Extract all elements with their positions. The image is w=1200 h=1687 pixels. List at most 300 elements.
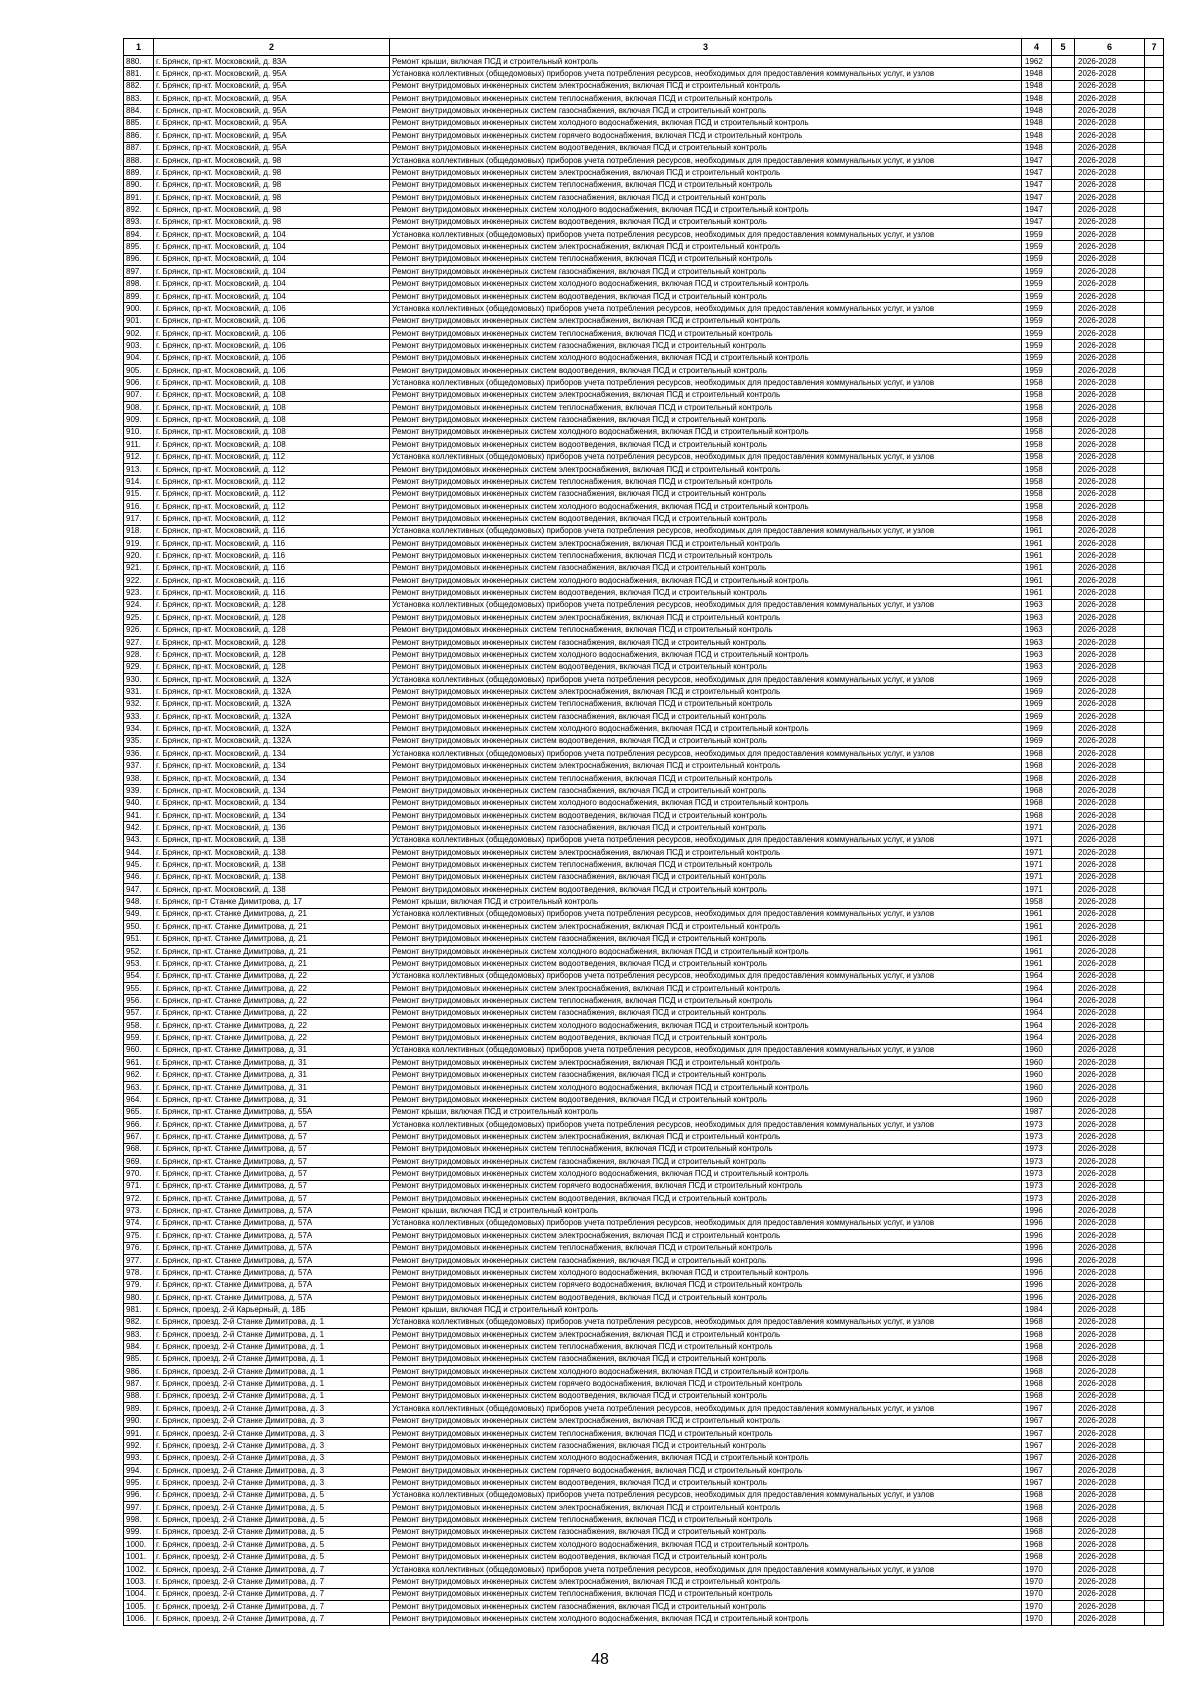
table-row [124, 204, 1164, 216]
cell-col-7 [1145, 216, 1164, 228]
cell-build-year: 1967 [1022, 1440, 1052, 1452]
header-cell-2: 2 [154, 39, 390, 56]
cell-period: 2026-2028 [1075, 1588, 1145, 1600]
cell-work-type: Ремонт внутридомовых инженерных систем газоснабжения, включая ПСД и строительный контроль [390, 1155, 1022, 1167]
cell-work-type: Установка коллективных (общедомовых) приборов учета потребления ресурсов, необходимых для предоставления коммунальных услуг, и узлов [390, 1316, 1022, 1328]
cell-row-number: 914. [124, 476, 154, 488]
cell-row-number: 973. [124, 1205, 154, 1217]
cell-address: г. Брянск, проезд. 2-й Станке Димитрова, д. 5 [154, 1526, 390, 1538]
cell-row-number: 933. [124, 711, 154, 723]
cell-address: г. Брянск, пр-кт. Станке Димитрова, д. 57 [154, 1168, 390, 1180]
cell-period: 2026-2028 [1075, 1415, 1145, 1427]
table-row [124, 1576, 1164, 1588]
cell-col-7 [1145, 68, 1164, 80]
cell-build-year: 1959 [1022, 290, 1052, 302]
cell-build-year: 1971 [1022, 847, 1052, 859]
cell-col-7 [1145, 1403, 1164, 1415]
cell-col-5 [1052, 1032, 1075, 1044]
cell-address: г. Брянск, пр-т Станке Димитрова, д. 17 [154, 896, 390, 908]
cell-build-year: 1963 [1022, 599, 1052, 611]
cell-address: г. Брянск, проезд. 2-й Станке Димитрова, д. 7 [154, 1563, 390, 1575]
cell-col-7 [1145, 624, 1164, 636]
table-row [124, 253, 1164, 265]
cell-col-5 [1052, 1069, 1075, 1081]
cell-work-type: Ремонт крыши, включая ПСД и строительный контроль [390, 56, 1022, 68]
cell-build-year: 1947 [1022, 204, 1052, 216]
cell-row-number: 1002. [124, 1563, 154, 1575]
cell-work-type: Ремонт внутридомовых инженерных систем теплоснабжения, включая ПСД и строительный контроль [390, 624, 1022, 636]
table-row [124, 1168, 1164, 1180]
table-row [124, 352, 1164, 364]
cell-build-year: 1958 [1022, 426, 1052, 438]
cell-work-type: Установка коллективных (общедомовых) приборов учета потребления ресурсов, необходимых для предоставления коммунальных услуг, и узлов [390, 377, 1022, 389]
cell-address: г. Брянск, пр-кт. Московский, д. 108 [154, 389, 390, 401]
table-row [124, 624, 1164, 636]
table-row [124, 241, 1164, 253]
cell-row-number: 931. [124, 686, 154, 698]
cell-build-year: 1967 [1022, 1415, 1052, 1427]
cell-address: г. Брянск, пр-кт. Станке Димитрова, д. 21 [154, 958, 390, 970]
cell-work-type: Установка коллективных (общедомовых) приборов учета потребления ресурсов, необходимых для предоставления коммунальных услуг, и узлов [390, 748, 1022, 760]
cell-build-year: 1971 [1022, 871, 1052, 883]
cell-work-type: Ремонт внутридомовых инженерных систем теплоснабжения, включая ПСД и строительный контроль [390, 1143, 1022, 1155]
cell-address: г. Брянск, пр-кт. Московский, д. 112 [154, 463, 390, 475]
cell-col-5 [1052, 686, 1075, 698]
cell-col-7 [1145, 1366, 1164, 1378]
cell-col-7 [1145, 303, 1164, 315]
cell-period: 2026-2028 [1075, 266, 1145, 278]
table-row [124, 1155, 1164, 1167]
cell-work-type: Ремонт внутридомовых инженерных систем электроснабжения, включая ПСД и строительный контроль [390, 921, 1022, 933]
cell-row-number: 898. [124, 278, 154, 290]
cell-row-number: 896. [124, 253, 154, 265]
cell-period: 2026-2028 [1075, 389, 1145, 401]
cell-col-7 [1145, 1081, 1164, 1093]
cell-work-type: Ремонт внутридомовых инженерных систем горячего водоснабжения, включая ПСД и строительный контроль [390, 1464, 1022, 1476]
cell-period: 2026-2028 [1075, 1366, 1145, 1378]
cell-period: 2026-2028 [1075, 1106, 1145, 1118]
table-row [124, 575, 1164, 587]
cell-col-5 [1052, 1539, 1075, 1551]
table-row [124, 513, 1164, 525]
table-row [124, 1106, 1164, 1118]
cell-row-number: 944. [124, 847, 154, 859]
cell-address: г. Брянск, пр-кт. Московский, д. 95А [154, 130, 390, 142]
cell-work-type: Ремонт крыши, включая ПСД и строительный контроль [390, 1106, 1022, 1118]
cell-row-number: 977. [124, 1254, 154, 1266]
table-row [124, 266, 1164, 278]
cell-period: 2026-2028 [1075, 686, 1145, 698]
table-row [124, 414, 1164, 426]
cell-period: 2026-2028 [1075, 834, 1145, 846]
table-row [124, 340, 1164, 352]
cell-col-7 [1145, 1193, 1164, 1205]
cell-row-number: 900. [124, 303, 154, 315]
cell-address: г. Брянск, пр-кт. Станке Димитрова, д. 22 [154, 1032, 390, 1044]
table-row [124, 167, 1164, 179]
cell-row-number: 886. [124, 130, 154, 142]
cell-build-year: 1971 [1022, 884, 1052, 896]
cell-build-year: 1961 [1022, 575, 1052, 587]
cell-work-type: Установка коллективных (общедомовых) приборов учета потребления ресурсов, необходимых для предоставления коммунальных услуг, и узлов [390, 229, 1022, 241]
cell-row-number: 925. [124, 612, 154, 624]
cell-address: г. Брянск, пр-кт. Станке Димитрова, д. 21 [154, 908, 390, 920]
cell-period: 2026-2028 [1075, 797, 1145, 809]
cell-col-5 [1052, 1613, 1075, 1625]
cell-col-5 [1052, 1267, 1075, 1279]
cell-row-number: 884. [124, 105, 154, 117]
table-row [124, 1526, 1164, 1538]
table-row [124, 426, 1164, 438]
cell-address: г. Брянск, пр-кт. Станке Димитрова, д. 57А [154, 1254, 390, 1266]
cell-build-year: 1947 [1022, 191, 1052, 203]
cell-col-7 [1145, 451, 1164, 463]
cell-address: г. Брянск, пр-кт. Станке Димитрова, д. 31 [154, 1057, 390, 1069]
cell-work-type: Ремонт внутридомовых инженерных систем водоотведения, включая ПСД и строительный контроль [390, 587, 1022, 599]
cell-build-year: 1948 [1022, 142, 1052, 154]
table-row [124, 303, 1164, 315]
cell-period: 2026-2028 [1075, 56, 1145, 68]
cell-work-type: Ремонт внутридомовых инженерных систем газоснабжения, включая ПСД и строительный контроль [390, 1353, 1022, 1365]
cell-address: г. Брянск, проезд. 2-й Станке Димитрова, д. 3 [154, 1415, 390, 1427]
cell-col-5 [1052, 340, 1075, 352]
cell-period: 2026-2028 [1075, 105, 1145, 117]
cell-work-type: Ремонт внутридомовых инженерных систем водоотведения, включая ПСД и строительный контроль [390, 661, 1022, 673]
cell-work-type: Ремонт внутридомовых инженерных систем водоотведения, включая ПСД и строительный контроль [390, 1032, 1022, 1044]
cell-address: г. Брянск, пр-кт. Московский, д. 138 [154, 834, 390, 846]
cell-col-7 [1145, 834, 1164, 846]
cell-col-5 [1052, 1217, 1075, 1229]
table-row [124, 945, 1164, 957]
cell-build-year: 1968 [1022, 1341, 1052, 1353]
cell-period: 2026-2028 [1075, 772, 1145, 784]
cell-row-number: 894. [124, 229, 154, 241]
cell-build-year: 1968 [1022, 760, 1052, 772]
cell-build-year: 1961 [1022, 587, 1052, 599]
cell-period: 2026-2028 [1075, 822, 1145, 834]
cell-work-type: Ремонт внутридомовых инженерных систем холодного водоснабжения, включая ПСД и строительный контроль [390, 1267, 1022, 1279]
cell-col-7 [1145, 1353, 1164, 1365]
cell-period: 2026-2028 [1075, 1143, 1145, 1155]
cell-build-year: 1960 [1022, 1081, 1052, 1093]
cell-address: г. Брянск, пр-кт. Московский, д. 108 [154, 414, 390, 426]
cell-row-number: 923. [124, 587, 154, 599]
cell-period: 2026-2028 [1075, 1329, 1145, 1341]
table-row [124, 636, 1164, 648]
cell-col-5 [1052, 1044, 1075, 1056]
cell-row-number: 975. [124, 1230, 154, 1242]
cell-address: г. Брянск, пр-кт. Московский, д. 98 [154, 191, 390, 203]
header-cell-4: 4 [1022, 39, 1052, 56]
cell-address: г. Брянск, пр-кт. Московский, д. 132А [154, 711, 390, 723]
cell-col-7 [1145, 1390, 1164, 1402]
cell-period: 2026-2028 [1075, 884, 1145, 896]
cell-col-7 [1145, 315, 1164, 327]
cell-work-type: Ремонт внутридомовых инженерных систем электроснабжения, включая ПСД и строительный контроль [390, 1576, 1022, 1588]
cell-work-type: Ремонт внутридомовых инженерных систем водоотведения, включая ПСД и строительный контроль [390, 439, 1022, 451]
cell-period: 2026-2028 [1075, 587, 1145, 599]
cell-period: 2026-2028 [1075, 68, 1145, 80]
cell-col-5 [1052, 797, 1075, 809]
cell-period: 2026-2028 [1075, 871, 1145, 883]
cell-col-5 [1052, 1094, 1075, 1106]
cell-address: г. Брянск, пр-кт. Московский, д. 134 [154, 785, 390, 797]
cell-period: 2026-2028 [1075, 711, 1145, 723]
cell-address: г. Брянск, пр-кт. Московский, д. 134 [154, 760, 390, 772]
cell-col-7 [1145, 179, 1164, 191]
cell-col-5 [1052, 229, 1075, 241]
cell-col-5 [1052, 624, 1075, 636]
cell-col-7 [1145, 105, 1164, 117]
cell-period: 2026-2028 [1075, 191, 1145, 203]
cell-work-type: Ремонт внутридомовых инженерных систем газоснабжения, включая ПСД и строительный контроль [390, 1440, 1022, 1452]
cell-period: 2026-2028 [1075, 1242, 1145, 1254]
cell-col-5 [1052, 278, 1075, 290]
cell-col-7 [1145, 1464, 1164, 1476]
table-row [124, 1131, 1164, 1143]
cell-build-year: 1958 [1022, 513, 1052, 525]
table-row [124, 130, 1164, 142]
cell-col-5 [1052, 871, 1075, 883]
table-row [124, 599, 1164, 611]
cell-address: г. Брянск, пр-кт. Московский, д. 138 [154, 871, 390, 883]
cell-col-5 [1052, 562, 1075, 574]
table-row [124, 995, 1164, 1007]
cell-col-5 [1052, 513, 1075, 525]
cell-address: г. Брянск, пр-кт. Московский, д. 132А [154, 686, 390, 698]
cell-address: г. Брянск, пр-кт. Станке Димитрова, д. 57А [154, 1217, 390, 1229]
cell-row-number: 985. [124, 1353, 154, 1365]
cell-work-type: Ремонт внутридомовых инженерных систем электроснабжения, включая ПСД и строительный контроль [390, 315, 1022, 327]
cell-work-type: Ремонт внутридомовых инженерных систем теплоснабжения, включая ПСД и строительный контроль [390, 253, 1022, 265]
cell-col-7 [1145, 204, 1164, 216]
cell-row-number: 906. [124, 377, 154, 389]
cell-col-5 [1052, 1366, 1075, 1378]
cell-col-7 [1145, 735, 1164, 747]
cell-build-year: 1958 [1022, 896, 1052, 908]
cell-period: 2026-2028 [1075, 1291, 1145, 1303]
table-row [124, 142, 1164, 154]
cell-work-type: Ремонт внутридомовых инженерных систем холодного водоснабжения, включая ПСД и строительный контроль [390, 352, 1022, 364]
cell-col-7 [1145, 167, 1164, 179]
cell-build-year: 1969 [1022, 673, 1052, 685]
cell-build-year: 1963 [1022, 636, 1052, 648]
cell-build-year: 1969 [1022, 711, 1052, 723]
table-row [124, 1230, 1164, 1242]
table-row [124, 439, 1164, 451]
cell-work-type: Ремонт внутридомовых инженерных систем теплоснабжения, включая ПСД и строительный контроль [390, 995, 1022, 1007]
cell-col-7 [1145, 772, 1164, 784]
cell-period: 2026-2028 [1075, 809, 1145, 821]
cell-build-year: 1948 [1022, 117, 1052, 129]
cell-period: 2026-2028 [1075, 500, 1145, 512]
cell-build-year: 1948 [1022, 80, 1052, 92]
cell-col-7 [1145, 847, 1164, 859]
cell-col-7 [1145, 587, 1164, 599]
cell-work-type: Ремонт внутридомовых инженерных систем водоотведения, включая ПСД и строительный контроль [390, 364, 1022, 376]
cell-work-type: Ремонт внутридомовых инженерных систем водоотведения, включая ПСД и строительный контроль [390, 1477, 1022, 1489]
cell-build-year: 1970 [1022, 1563, 1052, 1575]
cell-build-year: 1958 [1022, 414, 1052, 426]
table-row [124, 1563, 1164, 1575]
cell-row-number: 912. [124, 451, 154, 463]
page-number: 48 [591, 1651, 609, 1668]
cell-work-type: Ремонт внутридомовых инженерных систем теплоснабжения, включая ПСД и строительный контроль [390, 550, 1022, 562]
cell-period: 2026-2028 [1075, 847, 1145, 859]
cell-col-7 [1145, 253, 1164, 265]
cell-col-7 [1145, 1143, 1164, 1155]
cell-build-year: 1964 [1022, 982, 1052, 994]
cell-col-7 [1145, 859, 1164, 871]
cell-build-year: 1964 [1022, 1032, 1052, 1044]
cell-period: 2026-2028 [1075, 377, 1145, 389]
cell-period: 2026-2028 [1075, 908, 1145, 920]
cell-col-5 [1052, 933, 1075, 945]
cell-col-7 [1145, 278, 1164, 290]
cell-row-number: 893. [124, 216, 154, 228]
cell-build-year: 1948 [1022, 130, 1052, 142]
table-row [124, 1032, 1164, 1044]
cell-period: 2026-2028 [1075, 995, 1145, 1007]
table-row [124, 1539, 1164, 1551]
cell-row-number: 890. [124, 179, 154, 191]
cell-col-5 [1052, 1180, 1075, 1192]
cell-col-5 [1052, 1081, 1075, 1093]
cell-row-number: 958. [124, 1020, 154, 1032]
cell-row-number: 903. [124, 340, 154, 352]
cell-period: 2026-2028 [1075, 513, 1145, 525]
cell-row-number: 943. [124, 834, 154, 846]
table-row [124, 1427, 1164, 1439]
table-row [124, 785, 1164, 797]
cell-col-5 [1052, 1131, 1075, 1143]
cell-col-5 [1052, 1193, 1075, 1205]
cell-col-7 [1145, 1378, 1164, 1390]
cell-address: г. Брянск, пр-кт. Московский, д. 132А [154, 735, 390, 747]
cell-period: 2026-2028 [1075, 93, 1145, 105]
cell-col-7 [1145, 785, 1164, 797]
cell-address: г. Брянск, пр-кт. Московский, д. 98 [154, 167, 390, 179]
cell-address: г. Брянск, пр-кт. Станке Димитрова, д. 57А [154, 1242, 390, 1254]
cell-address: г. Брянск, пр-кт. Московский, д. 95А [154, 68, 390, 80]
table-row [124, 229, 1164, 241]
cell-build-year: 1968 [1022, 748, 1052, 760]
table-row [124, 1044, 1164, 1056]
cell-row-number: 916. [124, 500, 154, 512]
cell-col-5 [1052, 649, 1075, 661]
cell-build-year: 1968 [1022, 1366, 1052, 1378]
cell-row-number: 1001. [124, 1551, 154, 1563]
cell-address: г. Брянск, проезд. 2-й Карьерный, д. 18Б [154, 1304, 390, 1316]
cell-work-type: Ремонт внутридомовых инженерных систем холодного водоснабжения, включая ПСД и строительный контроль [390, 575, 1022, 587]
cell-col-5 [1052, 723, 1075, 735]
cell-col-7 [1145, 142, 1164, 154]
cell-row-number: 899. [124, 290, 154, 302]
cell-address: г. Брянск, проезд. 2-й Станке Димитрова, д. 1 [154, 1378, 390, 1390]
cell-col-7 [1145, 797, 1164, 809]
cell-address: г. Брянск, проезд. 2-й Станке Димитрова, д. 1 [154, 1341, 390, 1353]
cell-build-year: 1964 [1022, 1007, 1052, 1019]
cell-work-type: Ремонт внутридомовых инженерных систем водоотведения, включая ПСД и строительный контроль [390, 809, 1022, 821]
cell-row-number: 968. [124, 1143, 154, 1155]
cell-build-year: 1960 [1022, 1069, 1052, 1081]
cell-col-7 [1145, 1440, 1164, 1452]
cell-build-year: 1968 [1022, 1329, 1052, 1341]
cell-build-year: 1948 [1022, 93, 1052, 105]
cell-address: г. Брянск, пр-кт. Московский, д. 104 [154, 290, 390, 302]
cell-work-type: Ремонт внутридомовых инженерных систем водоотведения, включая ПСД и строительный контроль [390, 290, 1022, 302]
header-cell-7: 7 [1145, 39, 1164, 56]
cell-period: 2026-2028 [1075, 1539, 1145, 1551]
cell-col-7 [1145, 1551, 1164, 1563]
cell-row-number: 994. [124, 1464, 154, 1476]
cell-col-7 [1145, 550, 1164, 562]
cell-address: г. Брянск, пр-кт. Московский, д. 138 [154, 859, 390, 871]
cell-col-7 [1145, 982, 1164, 994]
cell-col-5 [1052, 80, 1075, 92]
cell-build-year: 1973 [1022, 1168, 1052, 1180]
cell-address: г. Брянск, проезд. 2-й Станке Димитрова, д. 1 [154, 1316, 390, 1328]
table-row [124, 1440, 1164, 1452]
cell-address: г. Брянск, пр-кт. Московский, д. 98 [154, 154, 390, 166]
cell-work-type: Ремонт внутридомовых инженерных систем газоснабжения, включая ПСД и строительный контроль [390, 1007, 1022, 1019]
cell-col-7 [1145, 1526, 1164, 1538]
cell-work-type: Установка коллективных (общедомовых) приборов учета потребления ресурсов, необходимых для предоставления коммунальных услуг, и узлов [390, 599, 1022, 611]
table-row [124, 525, 1164, 537]
cell-address: г. Брянск, пр-кт. Московский, д. 112 [154, 476, 390, 488]
cell-row-number: 992. [124, 1440, 154, 1452]
cell-period: 2026-2028 [1075, 142, 1145, 154]
cell-build-year: 1958 [1022, 488, 1052, 500]
cell-col-7 [1145, 241, 1164, 253]
cell-col-5 [1052, 1230, 1075, 1242]
cell-col-5 [1052, 1427, 1075, 1439]
cell-work-type: Ремонт внутридомовых инженерных систем электроснабжения, включая ПСД и строительный контроль [390, 167, 1022, 179]
cell-work-type: Ремонт внутридомовых инженерных систем газоснабжения, включая ПСД и строительный контроль [390, 266, 1022, 278]
cell-row-number: 946. [124, 871, 154, 883]
cell-address: г. Брянск, пр-кт. Московский, д. 98 [154, 216, 390, 228]
table-row [124, 290, 1164, 302]
cell-period: 2026-2028 [1075, 426, 1145, 438]
cell-build-year: 1971 [1022, 822, 1052, 834]
cell-work-type: Ремонт внутридомовых инженерных систем холодного водоснабжения, включая ПСД и строительный контроль [390, 500, 1022, 512]
cell-col-7 [1145, 1020, 1164, 1032]
cell-col-7 [1145, 1217, 1164, 1229]
cell-work-type: Ремонт внутридомовых инженерных систем газоснабжения, включая ПСД и строительный контроль [390, 822, 1022, 834]
cell-row-number: 936. [124, 748, 154, 760]
cell-col-7 [1145, 723, 1164, 735]
cell-col-7 [1145, 1452, 1164, 1464]
cell-build-year: 1962 [1022, 56, 1052, 68]
cell-work-type: Ремонт внутридомовых инженерных систем электроснабжения, включая ПСД и строительный контроль [390, 982, 1022, 994]
table-row [124, 1242, 1164, 1254]
cell-build-year: 1968 [1022, 772, 1052, 784]
table-row [124, 550, 1164, 562]
cell-period: 2026-2028 [1075, 1576, 1145, 1588]
cell-col-5 [1052, 500, 1075, 512]
cell-period: 2026-2028 [1075, 229, 1145, 241]
cell-col-5 [1052, 253, 1075, 265]
cell-address: г. Брянск, проезд. 2-й Станке Димитрова, д. 5 [154, 1539, 390, 1551]
table-row [124, 278, 1164, 290]
cell-build-year: 1959 [1022, 253, 1052, 265]
table-row [124, 797, 1164, 809]
cell-period: 2026-2028 [1075, 1390, 1145, 1402]
cell-period: 2026-2028 [1075, 1131, 1145, 1143]
cell-build-year: 1964 [1022, 1020, 1052, 1032]
cell-work-type: Ремонт внутридомовых инженерных систем холодного водоснабжения, включая ПСД и строительный контроль [390, 1452, 1022, 1464]
cell-col-5 [1052, 1279, 1075, 1291]
